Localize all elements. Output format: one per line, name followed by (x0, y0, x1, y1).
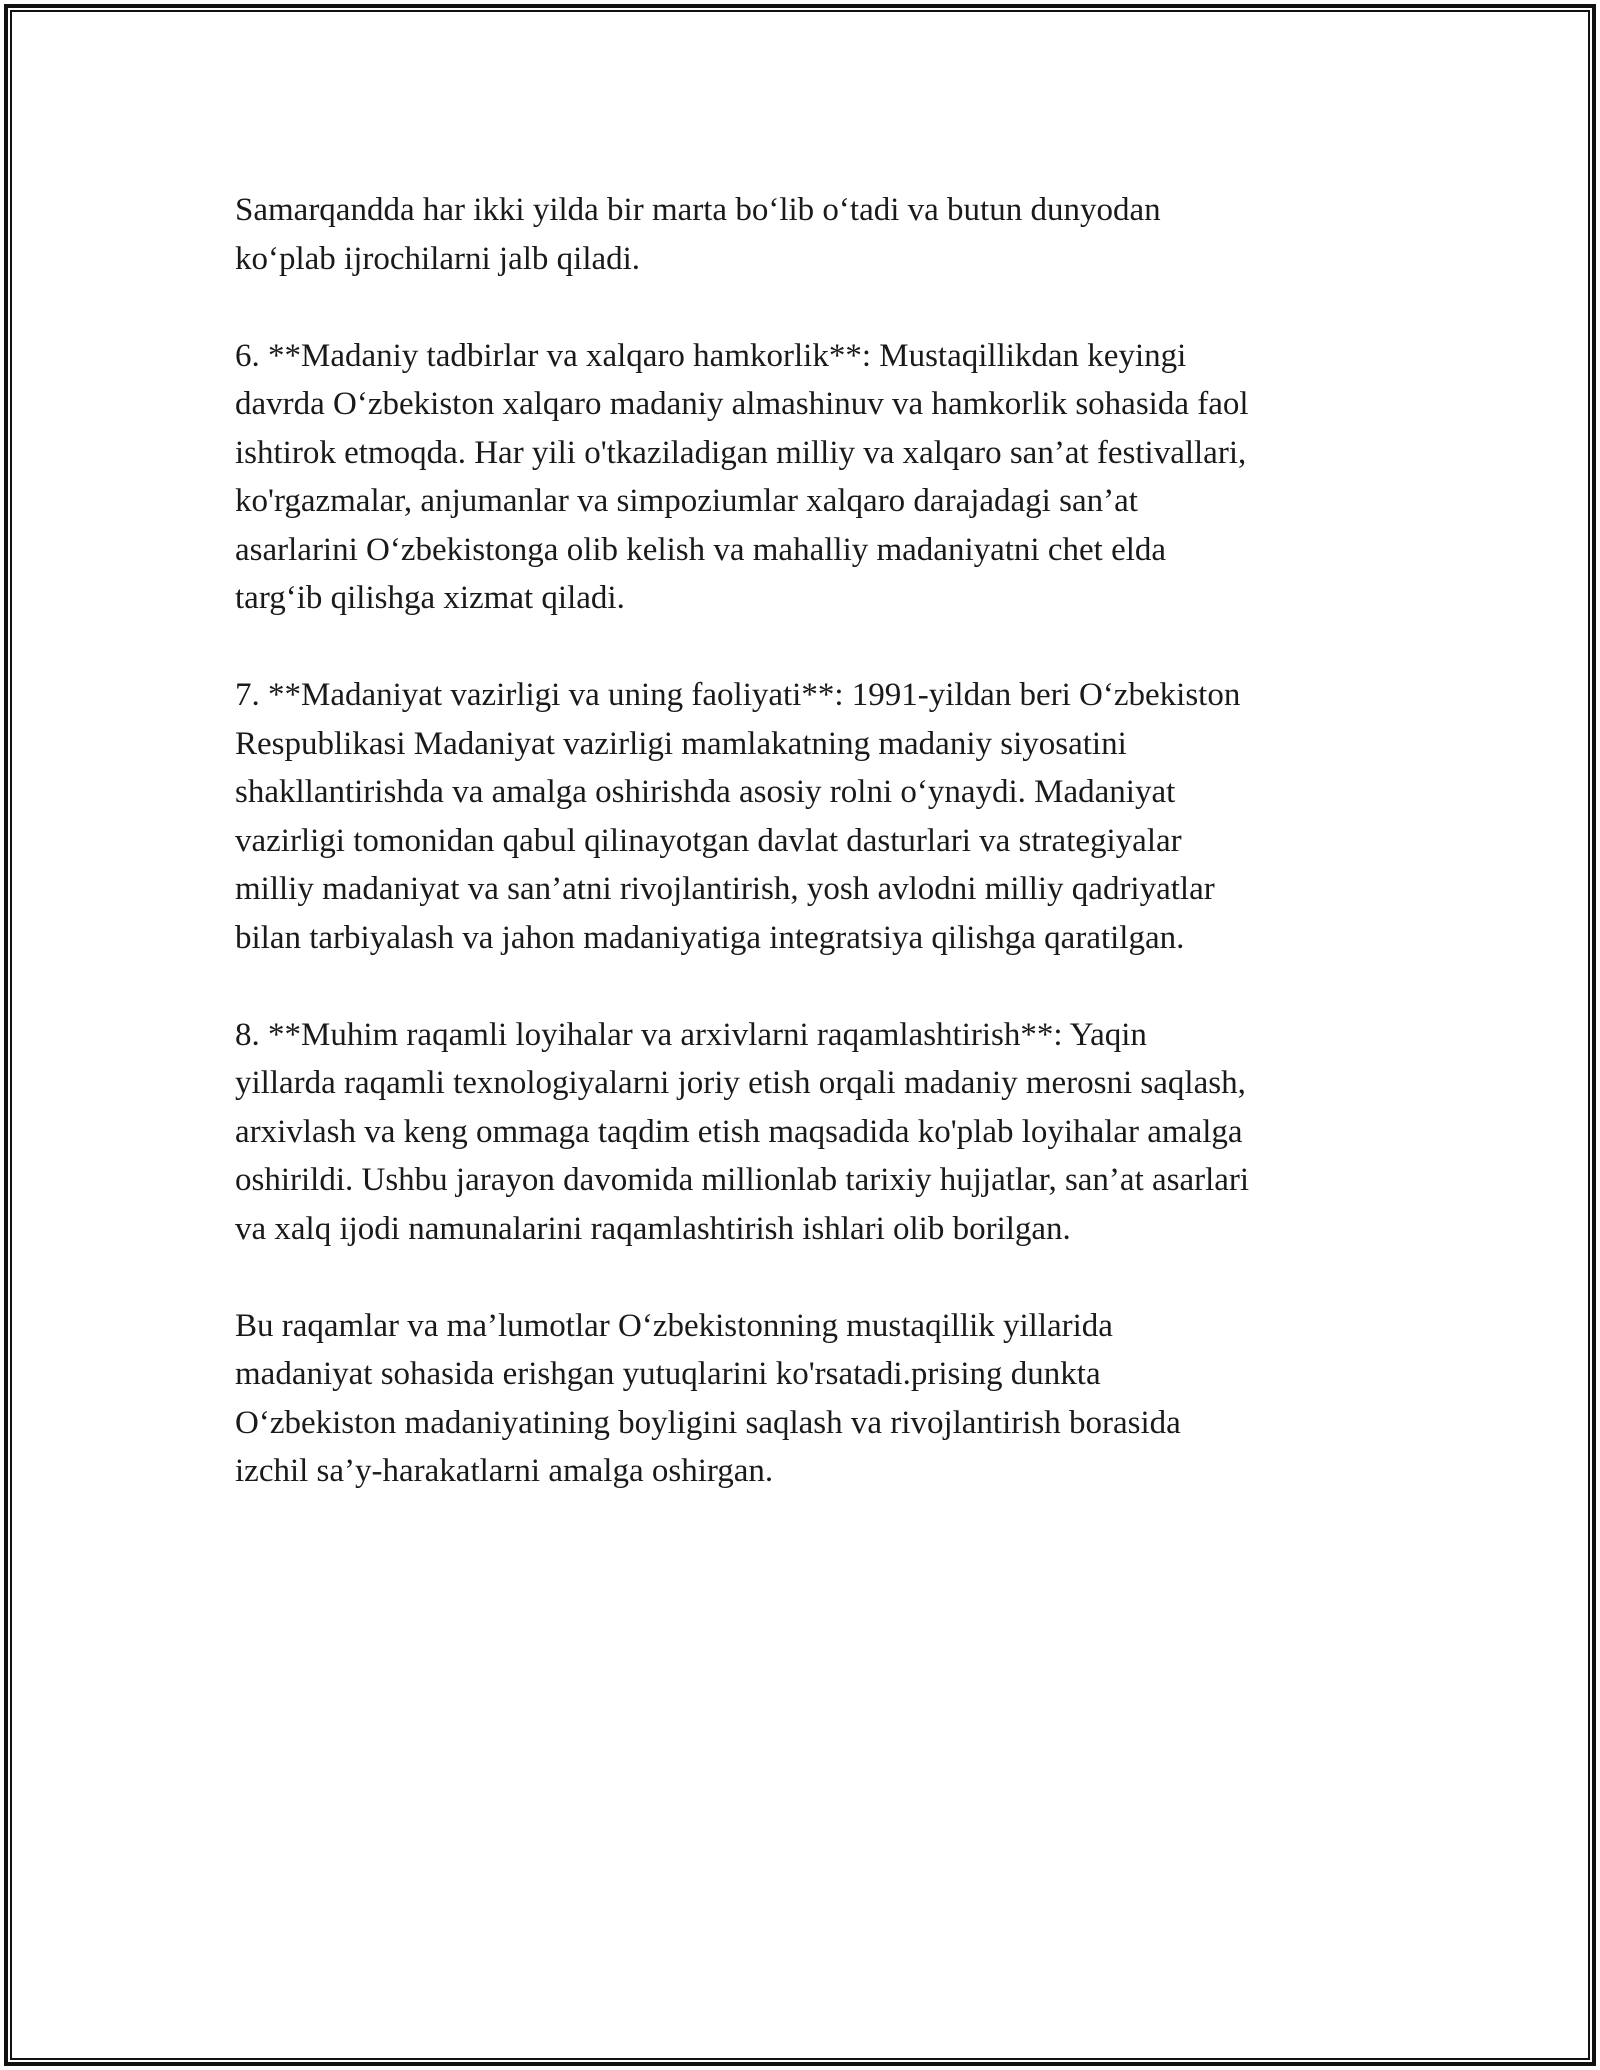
paragraph-ministry-of-culture: 7. **Madaniyat vazirligi va uning faoliyati**: 1991-yildan beri O‘zbekiston Respublikasi Madaniyat vazirligi mamlakatning madaniy siyosatini shakllantirishda va amalga oshirishda asosiy rolni o‘ynaydi. Madaniyat vazirligi tomonidan qabul qilinayotgan davlat dasturlari va strategiyalar milliy madaniyat va san’atni rivojlantirish, yosh avlodni milliy qadriyatlar bilan tarbiyalash va jahon madaniyatiga integratsiya qilishga qaratilgan. (235, 677, 1241, 956)
paragraph-cultural-events: 6. **Madaniy tadbirlar va xalqaro hamkorlik**: Mustaqillikdan keyingi davrda O‘zbekiston xalqaro madaniy almashinuv va hamkorlik sohasida faol ishtirok etmoqda. Har yili o'tkaziladigan milliy va xalqaro san’at festivallari, ko'rgazmalar, anjumanlar va simpoziumlar xalqaro darajadagi san’at asarlarini O‘zbekistonga olib kelish va mahalliy madaniyatni chet elda targ‘ib qilishga xizmat qiladi. (235, 337, 1249, 616)
paragraph-conclusion: Bu raqamlar va ma’lumotlar O‘zbekistonning mustaqillik yillarida madaniyat sohasida erishgan yutuqlarini ko'rsatadi.prising dunkta O‘zbekiston madaniyatining boyligini saqlash va rivojlantirish borasida izchil sa’y-harakatlarni amalga oshirgan. (235, 1307, 1181, 1489)
document-body (235, 186, 1385, 1544)
paragraph-digital-projects: 8. **Muhim raqamli loyihalar va arxivlarni raqamlashtirish**: Yaqin yillarda raqamli texnologiyalarni joriy etish orqali madaniy merosni saqlash, arxivlash va keng ommaga taqdim etish maqsadida ko'plab loyihalar amalga oshirildi. Ushbu jarayon davomida millionlab tarixiy hujjatlar, san’at asarlari va xalq ijodi namunalarini raqamlashtirish ishlari olib borilgan. (235, 1016, 1250, 1247)
paragraph-festival-continuation: Samarqandda har ikki yilda bir marta bo‘lib o‘tadi va butun dunyodan ko‘plab ijrochilarni jalb qiladi. (235, 192, 1161, 277)
